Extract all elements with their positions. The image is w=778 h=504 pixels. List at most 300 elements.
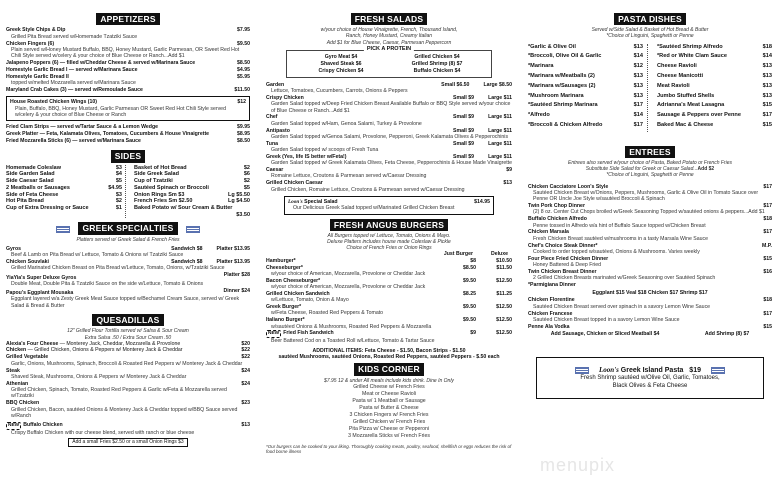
pasta-name: *Sautéed Shrimp Alfredo [657,43,723,50]
menu-item [528,216,772,229]
side-name: Side Greek Salad [134,171,179,178]
wings-desc: Plain, Buffalo, BBQ, Honey Mustard, Garlic Parmesan OR Sweet Red Hot Chili Style served w/celery & your choice of Blue Cheese or Ranch [15,105,226,118]
item-desc: Double Meat, Double Pita & Tzatziki Sauce on the side w/Lettuce, Tomato & Onions [11,280,204,287]
pasta-price: $15 [762,102,772,109]
deluxe-price: $12.50 [496,304,512,311]
greek-flag-icon [575,367,589,374]
side-price: $6 [243,171,250,178]
item-name: Chicken Florentine [528,297,575,304]
item-name: Chicken Souvlaki [6,258,49,265]
greek-flag-icon [56,226,70,233]
side-item [6,171,122,178]
pasta-name: Sausage & Peppers over Penne [657,112,741,119]
item-name: Maryland Crab Cakes (3) — served w/Remoulade Sauce [6,86,143,93]
pasta-subtitle: Served w/Side Salad & Basket of Hot Bread & Butter [591,27,709,34]
menu-item [6,381,250,400]
item-name: YiaYia's Super Deluxe Gyros [6,274,77,281]
item-price: $4.95 [237,66,250,73]
menu-item [528,297,772,310]
item-name: Greek Platter — Feta, Kalamata Olives, Tomatoes, Cucumbers & House Vinaigrette [6,131,210,138]
pasta-item [657,102,772,109]
item-price: $11.50 [234,86,250,93]
item-name: Homestyle Garlic Bread I — served w/Marinara Sauce [6,66,138,73]
menu-item: Grilled Chicken Caesar $13 Grilled Chicken, Romaine Lettuce, Croutons & Parmesan served w/Caesar Dressing [266,180,512,193]
sides-list [6,165,250,219]
side-name: Hot Pita Bread [6,198,44,205]
item-desc: w/Feta Cheese, Roasted Red Peppers & Tomato [271,310,384,317]
item-price: $18 [763,297,772,304]
large-price: Large $8.50 [483,81,512,88]
sides-divider [125,165,131,219]
item-name: Penne Ala Vodka [528,323,570,330]
side-item [6,185,122,192]
item-desc: Penne tossed in Alfredo w/a hint of Buffalo Sauce topped w/Chicken Breast [533,222,706,229]
item-name: Twin Chicken Breast Dinner [528,268,597,275]
item-desc: Shaved Steak, Mushrooms, Onions & Peppers w/ Monterey Jack & Cheddar [11,373,187,380]
item-name: Greek Burger* [266,304,302,311]
greek-specialties-header: GREEK SPECIALTIES [78,222,177,234]
menu-item [266,317,512,330]
menu-item [266,154,512,167]
pasta-price: $13 [762,92,772,99]
menu-item [266,141,512,154]
item-name: Homestyle Garlic Bread II [6,73,69,80]
side-price: Lg $5.50 [227,191,250,198]
menu-item [266,114,512,127]
menu-item [528,243,772,256]
quesadillas-subtitle: 12" Grilled Flour Tortilla served w/ Salsa & Sour Cream [67,328,189,335]
side-price: $4.95 [108,184,122,191]
menu-item [266,265,512,278]
menu-item [528,311,772,324]
item-desc: Eggplant layered w/a Zesty Greek Meat Sauce topped w/Bechamel Cream Sauce, served w/ Greek Salad & Bread & Butter [11,296,240,309]
platter-price: Platter $13.95 [216,245,250,252]
deluxe-price: $11.50 [496,264,512,271]
sides-header: SIDES [111,150,146,162]
new-badge: NEW [8,423,20,429]
item-name: Chicken Fingers (6) [6,40,55,47]
burgers-list [266,258,512,345]
side-name: French Fries Sm $2.50 [134,198,193,205]
side-price: $3.50 [236,211,250,218]
item-price: $17 [763,310,772,317]
pasta-price: $13 [762,63,772,70]
menu-item [528,324,772,330]
item-inline-desc: — Grilled Chicken, Onions & Peppers w/ Monterey Jack & Cheddar [26,347,183,354]
pasta-name: Jumbo Stuffed Shells [657,92,715,99]
item-desc: w/Lettuce, Tomato, Onion & Mayo [271,297,349,304]
pasta-price: $12 [633,63,643,70]
platter-price: Platter $28 [223,272,250,279]
pasta-name: Cheese Manicotti [657,72,704,79]
item-name: Fried Clam Strips — served w/Tartar Sauce & a Lemon Wedge [6,124,159,131]
just-burger-price: $9.50 [463,304,476,311]
item-name: Steak [6,367,20,374]
menu-item [266,82,512,95]
item-price: $8.50 [237,138,250,145]
item-price: $18 [763,216,772,223]
large-price: Large $11 [488,127,512,134]
entrees-subtitle: Entrees also served w/your choice of Pasta, Baked Potato or French Fries [568,160,732,167]
pasta-item [528,53,643,60]
menu-item [528,256,772,269]
protein-option: Buffalo Chicken $4 [413,68,461,75]
pasta-name: *Marinara w/Meatballs (2) [528,72,595,79]
appetizers-list [6,27,250,93]
menu-item [6,259,250,272]
item-desc: w/your choice of American, Mozzarella, Provolone or Cheddar Jack [271,284,426,291]
pasta-price: $18 [762,43,772,50]
item-name: Fried Fish Sandwich [283,330,334,337]
pasta-item [657,53,772,60]
item-desc: Grilled Marinated Chicken Breast on Pita Bread w/Lettuce, Tomato, Onions, w/Tzatziki Sauce [11,265,225,272]
deluxe-price: $12.50 [496,277,512,284]
deluxe-price: $10.50 [496,257,512,264]
item-name: Greek (Yes, life IS better w/Feta!) [266,153,347,160]
item-price: $17 [763,203,772,210]
col-just-burger: Just Burger [443,251,473,258]
menu-item [6,341,250,347]
menu-item [528,184,772,203]
entrees-header: ENTREES [625,146,675,158]
menu-item: *Parmigiana Dinner Eggplant $15 Veal $18 Chicken $17 Shrimp $17 [528,282,772,297]
pasta-item [528,63,643,70]
menu-item [266,291,512,304]
side-name: Sautéed Spinach or Broccoli [134,184,209,191]
pasta-item [657,63,772,70]
item-desc: Honey Battered & Deep Fried [533,262,602,269]
item-desc: Sautéed Chicken Breast w/Onions, Peppers, Mushrooms, Garlic & Olive Oil in Tomato Sauce over Penne OR Uncle Joe Style w/sautéed Broccoli & Spinach [533,189,759,203]
pasta-name: Adrianna's Meat Lasagna [657,102,725,109]
appetizers-more-list [6,124,250,144]
item-desc: Garlic, Onions, Mushrooms, Spinach, Broccoli & Roasted Red Peppers w/ Monterey Jack & Cheddar [11,360,243,367]
item-desc: Grilled Pita Bread served w/Homemade Tzatziki Sauce [11,33,138,40]
left-column [6,0,250,447]
item-name: Grilled Vegetable [6,354,49,361]
deluxe-price: $11.25 [496,290,512,297]
item-desc: Garden Salad topped w/ scoops of Fresh Tuna [271,147,379,154]
item-desc: Fresh Chicken Breast sautéed w/mushrooms in a tasty Marsala Wine Sauce [533,235,709,242]
small-price: Small $9 [453,94,475,101]
kids-item: Meat or Cheese Ravioli [362,390,416,397]
footnote: *Our burgers can be cooked to your liking. Thoroughly cooking meats, poultry, seafood, shellfish or eggs reduces the risk of food borne illness [266,443,512,455]
menu-item [6,347,250,353]
menu-item [6,246,250,259]
item-name: Buffalo Chicken Alfredo [528,216,587,223]
menu-item [266,278,512,291]
burgers-subtitle: All Burgers topped w/ Lettuce, Tomato, Onions & Mayo. [327,233,451,240]
side-item [6,198,122,205]
item-name: Chicken Marsala [528,229,569,236]
item-desc: Beef & Lamb on Pita Bread w/ Lettuce, Tomato & Onions w/ Tzatziki Sauce [11,252,184,259]
item-desc: Grilled Chicken, Spinach, Tomato, Roasted Red Peppers & Garlic w/Feta & Mozzarella served w/Tzatziki [11,387,227,400]
item-name: Chicken Cacciatore Loon's Style [528,183,609,190]
side-name: Cup of Tzatziki [134,178,173,185]
menu-item [266,330,512,344]
item-name: Fried Mozzarella Sticks (6) — served w/Marinara Sauce [6,138,141,145]
menu-item [266,304,512,317]
item-name: Greek Style Chips & Dip [6,27,66,34]
side-name: Cup of Extra Dressing or Sauce [6,204,89,211]
large-price: Large $11 [488,94,512,101]
item-desc: Garden Salad topped w/Ham, Genoa Salami, Turkey & Provolone [271,120,422,127]
quesadillas-extras: Extra Salsa .50 / Extra Sour Cream .50 [84,334,172,341]
wings-box [6,96,250,121]
deluxe-price: $12.50 [496,317,512,324]
pasta-price: $17 [633,122,643,129]
pasta-price: $15 [762,122,772,129]
side-item [134,171,250,178]
item-desc: Plain served w/Honey Mustard Buffalo, BBQ, Honey Mustard, Garlic Parmesan, OR Sweet Red Hot Chili Style served w/celery & your choice of Blue Cheese or Ranch...Add $1 [11,46,240,60]
pasta-name: Cheese Ravioli [657,63,697,70]
protein-option: Grilled Chicken $4 [414,53,460,60]
item-desc: Grilled Chicken, Bacon, sautéed Onions & Monterey Jack & Cheddar topped w/BBQ Sauce served w/Ranch [11,406,238,419]
item-price: $16 [763,268,772,275]
side-price: Lg $4.50 [227,198,250,205]
small-price: Small $6.50 [441,81,470,88]
pasta-header: PASTA DISHES [614,13,686,25]
side-item [134,205,250,212]
item-name: Crispy Chicken [266,94,304,101]
item-desc: Beer Battered Cod on a Toasted Roll w/Lettuce, Tomato & Tartar Sauce [271,338,435,345]
protein-option: Crispy Chicken $4 [318,68,364,75]
middle-column: FRESH SALADS w/your choice of House Vinaigrette, French, Thousand Island, Ranch, Honey Mustard, Creamy Italian Add $1 for Blue Cheese, Caesar, Parmesan Peppercorn PICK A PROTEIN Gyro Meat $4 Grilled Chicken $4 Shaved Steak $6 Grilled Shrimp (8) $7 Crispy Chicken $4 Buffalo Chicken $4 Garden Small $6.50 Large $8.50 Lettuce, Tomatoes, Cucumbers, Carrots, Onions & Peppers Crispy Chicken Small $9 Large $11 Garden Salad topped w/Deep Fried Chicken Breast Available Buffalo or BBQ Style served w/your choice of Blue Cheese or Ranch...Add $1 Chef Small $9 Large $11 Garden Salad topped w/Ham, Genoa Salami, Turkey & Provolone Antipasto Small $9 Large $11 Garden Salad topped w/Genoa Salami, Provolone, Pepperoni, Greek Kalamata Olives & Pepperochinis Tuna Small $9 Large $11 Garden Salad topped w/ scoops of Fresh Tuna Greek (Yes, life IS better w/Feta!) Small $9 Large $11 Garden Salad topped w/ Greek Kalamata Olives, Feta Cheese, Pepperochinis & House Made Vinaigrette Caesar $9 Romaine Lettuce, Croutons & Parmesan served w/Caesar Dressing Grilled Chicken Caesar $13 Grilled Chicken, Romaine Lettuce, Croutons & Parmesan served w/Caesar Dressing Loon's Special Salad $14.95 Our Delicious Greek Salad topped w/Marinated Grilled Chicken Breast FRESH ANGUS BURGERS All Burgers topped w/ Lettuce, Tomato, Onions & Mayo. Deluxe Platters includes house made Coleslaw & Pickle Choice of French Fries or Onion Rings Just Burger Deluxe Hamburger* $8 $10.50 Cheeseburger* $8.50 $11.50 w/your choice of American, Mozzarella, Provolone or Cheddar Jack Bacon Cheeseburger* $9.50 $12.50 w/your choice of American, Mozzarella, Provolone or Cheddar Jack Grilled Chicken Sandwich $8.25 $11.25 w/Lettuce, Tomato, Onion & Mayo Greek Burger* $9.50 $12.50 w/Feta Cheese, Roasted Red Peppers & Tomato Italiano Burger* $9.50 $12.50 w/sautéed Onions & Mushrooms, Roasted Red Peppers & Mozzarella NEW Fried Fish Sandwich $9 $12.50 Beer Battered Cod on a Toasted Roll w/Lettuce, Tomato & Tartar Sauce ADDITIONAL ITEMS: Feta Cheese - $1.50, Bacon Strips - $1.50 sautéed Mushrooms, sautéed Onions, Roasted Red Peppers, sautéed Peppers - $.50 each KIDS CORNER $7.95 12 & under All meals include kids drink. Dine In Only Grilled Cheese w/ French Fries Meat or Cheese Ravioli Pasta w/ 1 Meatball or Sausage Pasta w/ Butter & Cheese 3 Chicken Fingers w/ French Fries Grilled Chicken w/ French Fries Pita Pizza w/ Cheese or Pepperoni 3 Mozzarella Sticks w/ French Fries *Our burgers can be cooked to your liking. Thoroughly cooking meats, poultry, seafood, shellfish or eggs reduces the risk of food borne illness [266,14,512,455]
side-price: $2 [115,198,122,205]
item-price: $15 [763,255,772,262]
side-price: $2 [243,178,250,185]
item-name: Cheeseburger* [266,264,303,271]
menu-item [6,27,250,40]
pasta-name: *Marinara [528,63,554,70]
item-name: Antipasto [266,127,290,134]
pasta-name: Baked Mac & Cheese [657,122,714,129]
item-name: Chicken Francese [528,310,573,317]
item-desc: Garden Salad topped w/ Greek Kalamata Olives, Feta Cheese, Pepperochinis & House Made Vinaigrette [271,160,512,167]
item-price: $17 [763,183,772,190]
entrees-list [528,184,772,282]
watermark: menupix [540,455,616,475]
sandwich-price: Sandwich $8 [171,245,203,252]
pasta-item [528,83,643,90]
item-desc: Sautéed Chicken Breast served over spinach in a savory Lemon Wine Sauce [533,303,711,310]
item-price: $22 [241,347,250,354]
side-item [6,178,122,185]
menu-item [528,203,772,216]
small-price: Small $9 [453,127,475,134]
special-salad-box: Loon's Special Salad $14.95 Our Delicious Greek Salad topped w/Marinated Grilled Chicken Breast [284,196,494,215]
salads-subtitle: w/your choice of House Vinaigrette, French, Thousand Island, [320,27,458,34]
greek-flag-icon [711,367,725,374]
menu-item [6,131,250,137]
menu-item [6,400,250,419]
loons-logo: Loon's [288,199,303,206]
kids-item: Pasta w/ 1 Meatball or Sausage [352,397,426,404]
item-desc: Garden Salad topped w/Deep Fried Chicken Breast Available Buffalo or BBQ Style served w/your choice of Blue Cheese or Ranch...Add $1 [271,101,511,114]
item-name: Italiano Burger* [266,317,305,324]
item-name: Papou's Eggplant Mousaka [6,290,74,297]
protein-option: Grilled Shrimp (8) $7 [411,60,463,67]
item-name: Hamburger* [266,257,296,264]
pasta-item [657,73,772,80]
side-price: $5 [115,178,122,185]
pasta-name: *Marinara w/Sausages (2) [528,82,596,89]
item-name: Chef's Choice Steak Dinner* [528,242,598,249]
pasta-name: *Sautéed Shrimp Marinara [528,102,598,109]
side-item [134,185,250,192]
kids-item: Grilled Cheese w/ French Fries [353,383,425,390]
pasta-price: $13 [633,43,643,50]
item-price: $8.50 [237,60,250,67]
side-name: Side Garden Salad [6,171,55,178]
pasta-item [657,44,772,51]
parmigiana-options: Eggplant $15 Veal $18 Chicken $17 Shrimp $17 [592,289,708,296]
kids-subtitle: $7.95 12 & under All meals include kids drink. Dine In Only [324,377,454,384]
appetizers-header: APPETIZERS [96,13,159,25]
side-price: $3 [115,164,122,171]
loons-logo: Loon's [599,365,619,374]
kids-list [266,384,512,440]
additional-items: ADDITIONAL ITEMS: Feta Cheese - $1.50, Bacon Strips - $1.50 [312,347,466,354]
item-desc: w/sautéed Onions & Mushrooms, Roasted Red Peppers & Mozzarella [271,323,432,330]
quesadillas-list [6,341,250,420]
pasta-item [528,44,643,51]
item-name: Gyros [6,245,21,252]
pasta-list [528,44,772,132]
item-desc: 2 Grilled Chicken Breasts marinated w/Greek Seasoning over Sautéed Spinach [533,275,716,282]
kids-header: KIDS CORNER [354,363,424,375]
salads-list [266,82,512,167]
pasta-item [528,112,643,119]
item-name: Jalapeno Poppers (6) — filled w/Cheddar Cheese & served w/Marinara Sauce [6,60,196,67]
side-name: Onion Rings Sm $3 [134,191,185,198]
menu-item [6,124,250,130]
col-deluxe: Deluxe [490,251,508,258]
large-price: Large $11 [488,114,512,121]
item-price: $9.50 [237,40,250,47]
item-price: M.P. [762,242,772,249]
item-name: Four Piece Fried Chicken Dinner [528,255,609,262]
sandwich-price: Sandwich $8 [171,258,203,265]
just-burger-price: $8.50 [463,264,476,271]
item-price: $22 [241,354,250,361]
pasta-name: *Mushroom Marinara [528,92,584,99]
item-name: Grilled Chicken Sandwich [266,290,330,297]
kids-item: 3 Mozzarella Sticks w/ French Fries [348,432,430,439]
item-price: $5.95 [237,73,250,80]
pasta-name: *Broccoli, Olive Oil & Garlic [528,53,602,60]
just-burger-price: $9.50 [463,277,476,284]
pasta-name: *Alfredo [528,112,550,119]
right-column: PASTA DISHES Served w/Side Salad & Basket of Hot Bread & Butter *Choice of Linguini, Spaghetti or Penne *Garlic & Olive Oil $13 *Broccoli, Olive Oil & Garlic $14 *Marinara $12 *Marinara w/Meatballs (2) $13 *Marinara w/Sausages (2) $13 *Mushroom Marinara $13 *Sautéed Shrimp Marinara $17 *Alfredo $14 *Broccoli & Chicken Alfredo $17 *Sautéed Shrimp Alfredo $18 *Red or White Clam Sauce $14 Cheese Ravioli $13 Cheese Manicotti $13 Meat Ravioli $13 Jumbo Stuffed Shells $13 Adrianna's Meat Lasagna $15 Sausage & Peppers over Penne $17 Baked Mac & Cheese $15 ENTREES Entrees also served w/your choice of Pasta, Baked Potato or French Fries Substitute Side Salad for Greek or Caesar Salad...Add $2 *Choice of Linguini, Spaghetti or Penne Chicken Cacciatore Loon's Style $17 Sautéed Chicken Breast w/Onions, Peppers, Mushrooms, Garlic & Olive Oil in Tomato Sauce over Penne OR Uncle Joe Style w/sautéed Broccoli & Spinach Twin Pork Chop Dinner $17 (2) 8 oz. Center Cut Chops broiled w/Greek Seasoning Topped w/sautéed onions & peppers...Add $1 Buffalo Chicken Alfredo $18 Penne tossed in Alfredo w/a hint of Buffalo Sauce topped w/Chicken Breast Chicken Marsala $17 Fresh Chicken Breast sautéed w/mushrooms in a tasty Marsala Wine Sauce Chef's Choice Steak Dinner* M.P. Cooked to order topped w/sautéed, Onions & Mushrooms. Varies weekly Four Piece Fried Chicken Dinner $15 Honey Battered & Deep Fried Twin Chicken Breast Dinner $16 2 Grilled Chicken Breasts marinated w/Greek Seasoning over Sautéed Spinach *Parmigiana Dinner Eggplant $15 Veal $18 Chicken $17 Shrimp $17 Chicken Florentine $18 Sautéed Chicken Breast served over spinach in a savory Lemon Wine Sauce Chicken Francese $17 Sautéed Chicken Breast topped in a savory Lemon Wine Sauce Penne Ala Vodka $15 Add Sausage, Chicken or Sliced Meatball $4 Add Shrimp (8) $7 Loon's Greek Island Pasta $19 Fresh Shrimp sautéed w/Olive Oil, Garlic, Tomatoes, Black Olives & Feta Cheese [528,0,772,399]
item-name: Athenian [6,380,29,387]
side-item [6,165,122,172]
side-item [6,205,122,212]
just-burger-price: $9 [470,330,476,337]
item-name: Chef [266,114,278,121]
wings-name: House Roasted Chicken Wings (10) [10,99,98,106]
side-price: $2 [243,164,250,171]
pasta-price: $13 [762,72,772,79]
vodka-addons: Add Sausage, Chicken or Sliced Meatball $4 Add Shrimp (8) $7 [550,330,750,337]
side-name: 2 Meatballs or Sausages [6,184,70,191]
item-price: $23 [241,400,250,407]
menu-item [6,354,250,367]
small-price: Small $9 [453,140,475,147]
new-badge: NEW [268,331,280,337]
just-burger-price: $9.50 [463,317,476,324]
item-price: $8.95 [237,131,250,138]
menu-item [6,272,250,287]
pasta-item [657,122,772,129]
side-price: $5 [243,184,250,191]
pasta-price: $14 [633,53,643,60]
kids-item: 3 Chicken Fingers w/ French Fries [349,411,429,418]
greek-subtitle: Platters served w/ Greek Salad & French Fries [76,236,180,243]
menu-item [6,288,250,309]
menu-item: NEW Buffalo Chicken $13 Crispy Buffalo Chicken with our cheese blend, served with ranch or blue cheese [8,422,250,437]
item-desc: (2) 8 oz. Center Cut Chops broiled w/Greek Seasoning Topped w/sautéed onions & peppers...Add $1 [533,209,765,216]
kids-item: Pasta w/ Butter & Cheese [359,404,419,411]
item-price: $24 [241,367,250,374]
item-desc: w/your choice of American, Mozzarella, Provolone or Cheddar Jack [271,270,426,277]
greek-island-pasta-box: Loon's Greek Island Pasta $19 Fresh Shrimp sautéed w/Olive Oil, Garlic, Tomatoes, Black Olives & Feta Cheese [536,357,764,399]
item-desc: Garden Salad topped w/Genoa Salami, Provolone, Pepperoni, Greek Kalamata Olives & Pepperochinis [271,133,509,140]
protein-option: Gyro Meat $4 [324,53,358,60]
pasta-divider [647,44,653,132]
pasta-price: $14 [762,53,772,60]
item-price: $9.95 [237,124,250,131]
addon-box: Add a small Fries $2.50 or a small Onion Rings $3 [68,438,187,446]
pasta-name: Meat Ravioli [657,82,690,89]
pasta-name: *Broccoli & Chicken Alfredo [528,122,603,129]
platter-price: Platter $13.95 [216,258,250,265]
side-item [134,165,250,172]
pasta-item [657,93,772,100]
menu-item [266,95,512,114]
pasta-item [528,73,643,80]
item-desc: Lettuce, Tomatoes, Cucumbers, Carrots, Onions & Peppers [271,88,408,95]
item-inline-desc: — Monterey Jack, Cheddar, Mozzarella & Provolone [58,340,181,347]
item-price: $17 [763,229,772,236]
entrees-list-2 [528,297,772,330]
burgers-header: FRESH ANGUS BURGERS [330,219,448,231]
pasta-price: $14 [633,112,643,119]
item-desc: Sautéed Chicken Breast topped in a savory Lemon Wine Sauce [533,316,680,323]
menu-item [6,41,250,60]
side-item [6,192,122,199]
side-item [134,212,250,219]
item-price: $20 [241,340,250,347]
menu-item [266,258,512,264]
just-burger-price: $8.25 [463,290,476,297]
pasta-item [528,93,643,100]
greek-specialties-list [6,246,250,309]
side-item [134,178,250,185]
menu-item [6,60,250,66]
menu-item [6,87,250,93]
side-name: Basket of Hot Bread [134,164,187,171]
item-name: Twin Pork Chop Dinner [528,203,585,210]
side-price: $3 [115,191,122,198]
large-price: Large $11 [488,140,512,147]
item-name: Bacon Cheeseburger* [266,277,321,284]
pasta-item [657,112,772,119]
small-price: Small $9 [453,153,475,160]
protein-title: PICK A PROTEIN [364,46,414,53]
item-name: Tuna [266,140,279,147]
menu-item [6,67,250,73]
side-name: Baked Potato w/ Sour Cream & Butter [134,204,233,211]
